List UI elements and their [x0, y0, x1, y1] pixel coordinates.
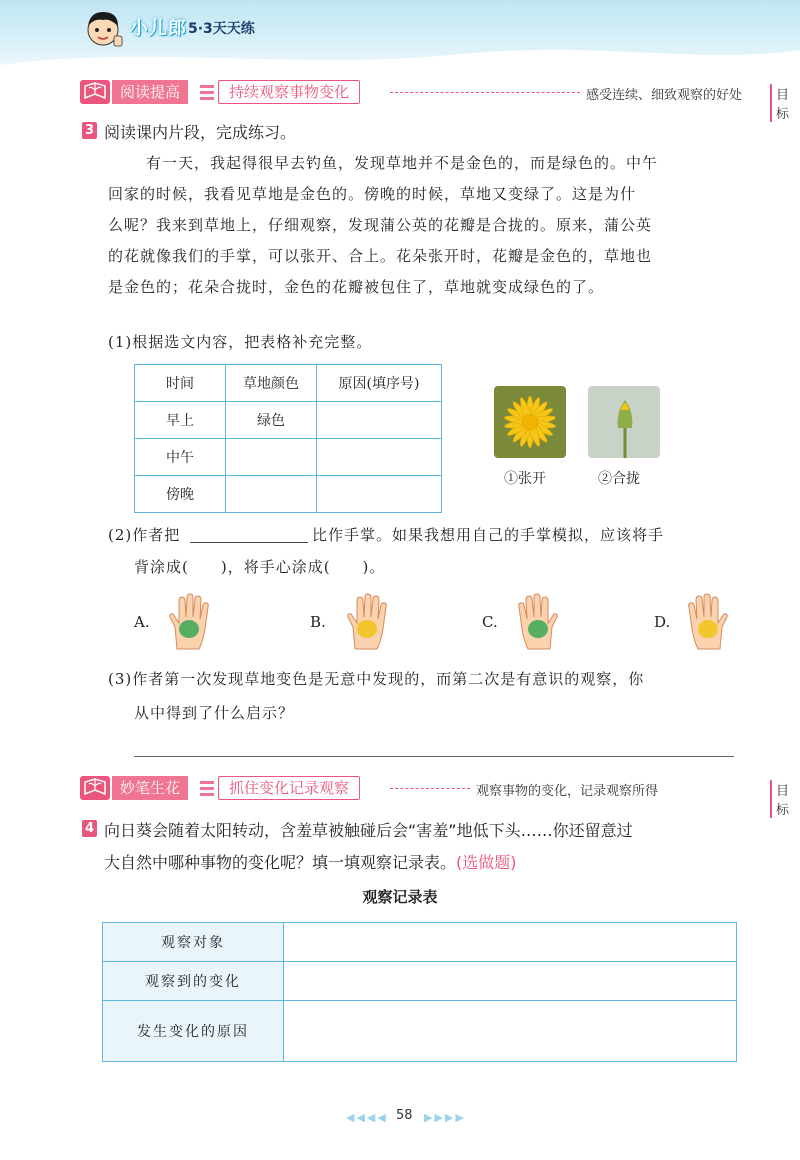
photo-caption: ②合拢	[598, 471, 640, 487]
table-cell: 早上	[135, 402, 226, 439]
left-arrows-icon: ◀◀◀◀	[346, 1111, 388, 1124]
table-row	[103, 962, 737, 1001]
observation-table	[102, 922, 737, 1062]
section-tag-sub: 持续观察事物变化	[218, 80, 360, 104]
section-banner-writing	[80, 776, 790, 818]
section-tag-sub: 抓住变化记录观察	[218, 776, 360, 800]
table-header-row	[135, 365, 442, 402]
section-tag-main: 阅读提高	[112, 80, 188, 104]
hand-palm-green-icon[interactable]	[514, 593, 560, 651]
table-cell: 绿色	[226, 402, 317, 439]
fill-blank[interactable]	[190, 542, 308, 543]
book-sprout-icon	[80, 776, 110, 800]
dandelion-open-photo	[494, 386, 566, 458]
right-arrows-icon: ▶▶▶▶	[424, 1111, 466, 1124]
hand-palm-yellow-icon[interactable]	[684, 593, 730, 651]
banner-dashline	[390, 788, 470, 789]
option-label[interactable]: A.	[134, 613, 150, 631]
section-goal: 观察事物的变化，记录观察所得	[476, 784, 659, 799]
passage-line: 回家的时候，我看见草地是金色的。傍晚的时候，草地又变绿了。这是为什	[108, 185, 637, 203]
page-number: 58	[396, 1108, 413, 1123]
color-table	[134, 364, 442, 513]
passage-line: 有一天，我起得很早去钓鱼，发现草地并不是金色的，而是绿色的。中午	[146, 154, 659, 172]
goal-badge: 目标	[770, 780, 789, 818]
reading-passage	[108, 148, 738, 303]
table-row	[135, 476, 442, 513]
answer-cell[interactable]	[284, 962, 737, 1001]
sub-question-2-mid: 比作手掌。如果我想用自己的手掌模拟，应该将手	[312, 526, 665, 544]
mascot-boy-icon	[80, 6, 126, 52]
answer-cell[interactable]	[226, 439, 317, 476]
hand-back-yellow-icon[interactable]	[345, 593, 391, 651]
sub-question-2-start: (2)作者把	[108, 526, 181, 544]
sub-question-3: (3)作者第一次发现草地变色是无意中发现的，而第二次是有意识的观察，你	[108, 670, 645, 688]
table-title: 观察记录表	[362, 888, 438, 906]
sub-question-1: (1)根据选文内容，把表格补充完整。	[108, 333, 373, 351]
table-row	[135, 439, 442, 476]
table-header: 草地颜色	[226, 365, 317, 402]
option-label[interactable]: B.	[310, 613, 326, 631]
hand-back-green-icon[interactable]	[167, 593, 213, 651]
book-sprout-icon	[80, 80, 110, 104]
question-title: 阅读课内片段，完成练习。	[104, 123, 297, 142]
photo-caption: ①张开	[504, 471, 546, 487]
option-label[interactable]: C.	[482, 613, 498, 631]
table-row	[135, 402, 442, 439]
row-label: 观察到的变化	[103, 962, 284, 1001]
answer-cell[interactable]	[317, 476, 442, 513]
table-cell: 中午	[135, 439, 226, 476]
table-header: 时间	[135, 365, 226, 402]
table-header: 原因(填序号)	[317, 365, 442, 402]
question-number: 4	[82, 820, 97, 837]
answer-line[interactable]	[134, 756, 734, 757]
answer-cell[interactable]	[284, 923, 737, 962]
banner-dashline	[390, 92, 580, 93]
question-4-line2	[104, 850, 517, 873]
row-label: 发生变化的原因	[103, 1001, 284, 1062]
goal-badge: 目标	[770, 84, 789, 122]
question-4-text: 大自然中哪种事物的变化呢？填一填观察记录表。	[104, 853, 457, 872]
passage-line: 么呢？我来到草地上，仔细观察，发现蒲公英的花瓣是合拢的。原来，蒲公英	[108, 216, 653, 234]
passage-line: 是金色的；花朵合拢时，金色的花瓣被包住了，草地就变成绿色的了。	[108, 278, 605, 296]
question-4-line1: 向日葵会随着太阳转动，含羞草被触碰后会“害羞”地低下头……你还留意过	[104, 821, 633, 840]
table-row	[103, 1001, 737, 1062]
stripe-divider	[200, 84, 214, 100]
option-label[interactable]: D.	[654, 613, 671, 631]
section-banner-reading	[80, 80, 790, 122]
answer-cell[interactable]	[284, 1001, 737, 1062]
answer-cell[interactable]	[317, 439, 442, 476]
section-goal: 感受连续、细致观察的好处	[586, 88, 743, 103]
answer-cell[interactable]	[317, 402, 442, 439]
stripe-divider	[200, 780, 214, 796]
section-tag-main: 妙笔生花	[112, 776, 188, 800]
brand-logo: 小儿郎	[130, 18, 187, 39]
question-number: 3	[82, 122, 97, 139]
series-title: 5·3天天练	[188, 21, 255, 37]
optional-tag: (选做题)	[456, 853, 517, 872]
table-cell: 傍晚	[135, 476, 226, 513]
passage-line: 的花就像我们的手掌，可以张开、合上。花朵张开时，花瓣是金色的，草地也	[108, 247, 653, 265]
table-row	[103, 923, 737, 962]
dandelion-closed-photo	[588, 386, 660, 458]
sub-question-2-end: 背涂成( )，将手心涂成( )。	[134, 558, 386, 576]
sub-question-3-cont: 从中得到了什么启示？	[134, 704, 295, 722]
row-label: 观察对象	[103, 923, 284, 962]
answer-cell[interactable]	[226, 476, 317, 513]
